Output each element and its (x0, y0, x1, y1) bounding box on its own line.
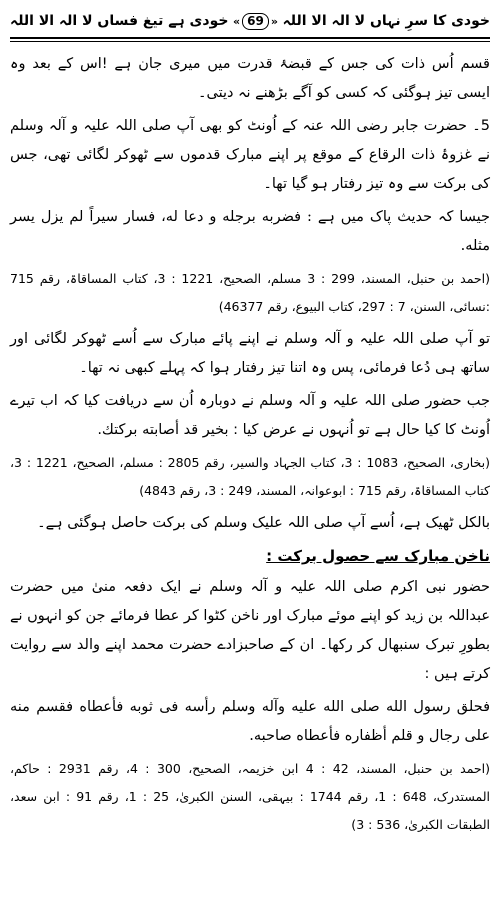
paragraph: حضور نبی اکرم صلی اللہ علیہ و آلہ وسلم نے ایک دفعہ منیٰ میں حضرت عبداللہ بن زید کو اپنے موئے مبارک اور ناخن کٹوا کر عطا فرمائے جن کو انہوں نے بطورِ تبرک سنبھال کر رکھا۔ ان کے صاحبزادے حضرت محمد اپنے والد سے روایت کرتے ہیں : (10, 579, 490, 682)
paragraph: جب حضور صلی اللہ علیہ و آلہ وسلم نے دوبارہ اُن سے دریافت کیا کہ اب تیرے اُونٹ کا کیا حال ہے تو اُنہوں نے عرض کیا : بخير قد أصابته بركتك. (10, 393, 490, 438)
page-header (10, 8, 490, 34)
ornament-right: » (270, 14, 278, 28)
reference: (احمد بن حنبل، المسند، 42 : 4 ابن خزیمہ، الصحیح، 300 : 4، رقم 2931 : حاکم، المستدرک، 648 : 1، رقم 1744 : بیہقی، السنن الکبریٰ، 25 : 1، رقم 91 : ابن سعد، الطبقات الکبریٰ، 536 : 3) (10, 761, 491, 832)
reference: (بخاری، الصحیح، 1083 : 3، کتاب الجہاد والسیر، رقم 2805 : مسلم، الصحیح، 1221 : 3، کتاب المساقاۃ، رقم 715 : ابوعوانہ، المسند، 249 : 3، رقم 4843) (10, 455, 490, 498)
paragraph: بالکل ٹھیک ہے، اُسے آپ صلی اللہ علیک وسلم کی برکت حاصل ہوگئی ہے۔ (37, 515, 490, 531)
page-number: 69 (242, 13, 269, 30)
hadith-arabic: جیسا کہ حدیث پاک میں ہے : فضربه برجله و دعا له، فسار سيراً لم يزل يسر مثله. (10, 209, 490, 254)
page-number-badge (231, 13, 280, 30)
section-heading: ناخن مبارک سے حصول برکت : (266, 547, 490, 565)
paragraph: قسم اُس ذات کی جس کے قبضۂ قدرت میں میری جان ہے !اس کے بعد وہ ایسی تیز ہوگئی کہ کسی کو آگے بڑھنے نہ دیتی۔ (10, 56, 490, 101)
header-rule (10, 37, 490, 39)
hadith-arabic: فحلق رسول الله صلى الله عليه وآله وسلم رأسه فى ثوبه فأعطاه فقسم منه على رجال و قلم أظفاره فأعطاه صاحبه. (10, 699, 490, 744)
reference: (احمد بن حنبل، المسند، 299 : 3 مسلم، الصحیح، 1221 : 3، کتاب المساقاۃ، رقم 715 :نسائی، السنن، 7 : 297، کتاب البیوع، رقم 46377) (10, 271, 490, 314)
header-verse-right: خودی کا سرِ نہاں لا الہ الا اللہ (282, 13, 490, 29)
paragraph: تو آپ صلی اللہ علیہ و آلہ وسلم نے اپنے پائے مبارک سے اُسے ٹھوکر لگائی اور ساتھ ہی دُعا فرمائی، پس وہ اتنا تیز رفتار ہوا کہ پہلے کبھی نہ تھا۔ (10, 331, 490, 376)
header-verse-left: خودی ہے تیغ فساں لا الہ الا اللہ (10, 13, 229, 29)
paragraph: 5۔ حضرت جابر رضی اللہ عنہ کے اُونٹ کو بھی آپ صلی اللہ علیہ و آلہ وسلم نے غزوۂ ذات الرقاع کے موقع پر اپنے مبارک قدموں سے ٹھوکر لگائی تھی، جس کی برکت سے وہ تیز رفتار ہو گیا تھا۔ (10, 118, 490, 192)
page-body (10, 42, 490, 839)
ornament-left: « (233, 14, 241, 28)
